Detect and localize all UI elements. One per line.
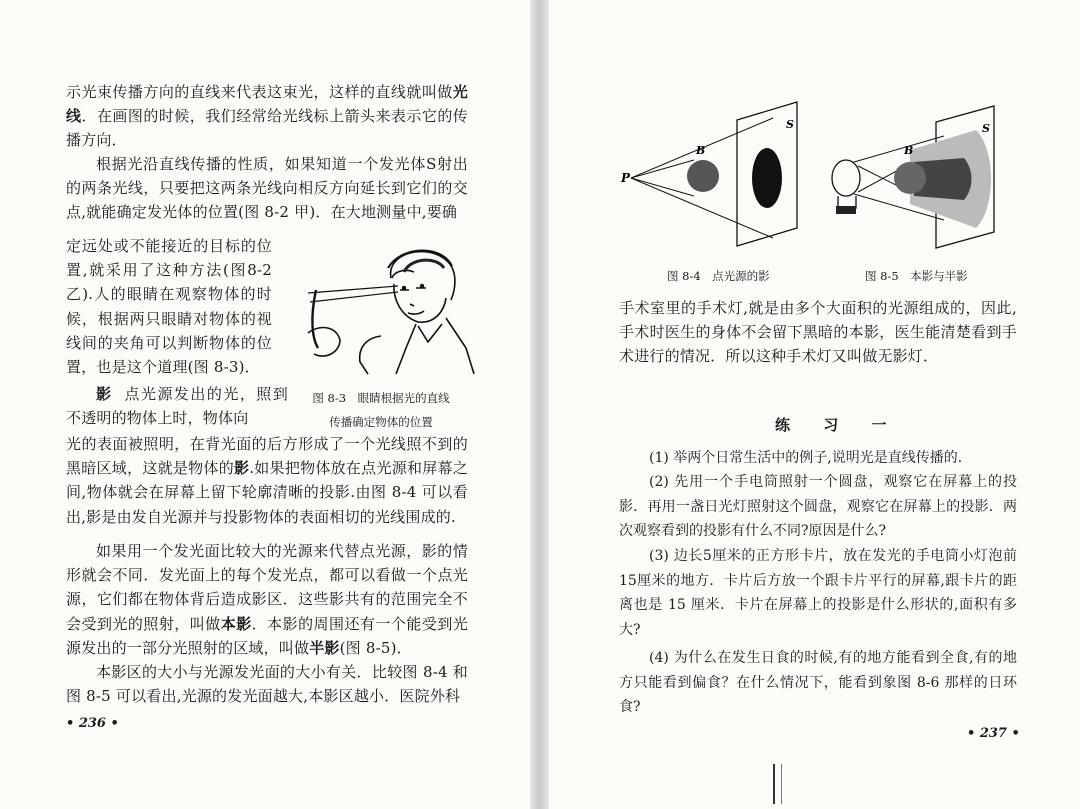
figure-8-5-umbra-penumbra <box>824 100 1024 250</box>
term-shadow: 影 <box>233 459 250 478</box>
label-b-fig4: B <box>696 144 706 157</box>
label-p: P <box>621 171 631 185</box>
exercise-item-2: (2) 先用一个手电筒照射一个圆盘，观察它在屏幕上的投影．再用一盏日光灯照射这个圆盘，观察它在屏幕上的投影．两次观察看到的投影有什么不同?原因是什么? <box>619 474 1017 539</box>
exercise-item-3: (3) 边长5厘米的正方形卡片，放在发光的手电筒小灯泡前 15厘米的地方．卡片后方放一个跟卡片平行的屏幕,跟卡片的距离也是 15 厘米．卡片在屏幕上的投影是什么形状的,面积有多大? <box>619 548 1017 638</box>
page-number-left: • 236 • <box>66 716 119 731</box>
bottom-mark <box>773 764 782 804</box>
figure-8-4-caption: 图 8-4 点光源的影 <box>667 269 770 283</box>
exercise-heading: 练 习 一 <box>775 416 901 434</box>
right-page <box>549 0 1080 809</box>
paragraph-1: 示光束传播方向的直线来代表这束光，这样的直线就叫做光线．在画图的时候，我们经常给光线标上箭头来表示它的传播方向． <box>66 83 468 150</box>
page-number-right: • 237 • <box>967 726 1020 741</box>
book-gutter <box>530 0 549 809</box>
paragraph-3: 光的表面被照明，在背光面的后方形成了一个光线照不到的黑暗区域，这就是物体的影.如果把物体放在点光源和屏幕之间,物体就会在屏幕上留下轮廓清晰的投影.由图 8-4 可以看出,影是由发自光源并与投影物体的表面相切的光线围成的. <box>66 435 468 526</box>
exercise-item-1: (1) 举两个日常生活中的例子,说明光是直线传播的． <box>649 450 972 466</box>
paragraph-4: 如果用一个发光面比较大的光源来代替点光源，影的情形就会不同．发光面上的每个发光点，都可以看做一个点光源，它们都在物体背后造成影区．这些影共有的范围完全不会受到光的照射，叫做本影．本影的周围还有一个能受到光源发出的一部分光照射的区域，叫做半影(图 8-5)． <box>66 542 468 657</box>
term-umbra: 本影 <box>220 614 252 633</box>
term-ray: 光线 <box>66 83 468 126</box>
figure-8-3-caption: 图 8-3 眼睛根据光的直线 传播确定物体的位置 <box>312 391 450 429</box>
paragraph-2-wrap: 定远处或不能接近的目标的位置,就采用了这种方法(图8-2乙).人的眼睛在观察物体的时候，根据两只眼睛对物体的视线间的夹角可以判断物体的位置，也是这个道理(图 8-3)． <box>66 237 272 377</box>
figure-8-5-caption: 图 8-5 本影与半影 <box>865 269 968 283</box>
paragraph-2-top: 根据光沿直线传播的性质，如果知道一个发光体S射出的两条光线，只要把这两条光线向相反方向延长到它们的交点,就能确定发光体的位置(图 8-2 甲)．在大地测量中,要确 <box>66 155 468 222</box>
term-shadow-heading: 影 <box>96 385 113 403</box>
label-s-fig4: S <box>786 118 794 131</box>
eye-illustration <box>296 238 476 378</box>
exercise-item-4: (4) 为什么在发生日食的时候,有的地方能看到全食,有的地方只能看到偏食？在什么情况下，能看到象图 8-6 那样的日环食? <box>619 650 1017 715</box>
paragraph-5: 本影区的大小与光源发光面的大小有关．比较图 8-4 和图 8-5 可以看出,光源的发光面越大,本影区越小．医院外科 <box>66 663 468 706</box>
label-b-fig5: B <box>904 144 914 157</box>
figure-8-4-point-source <box>619 100 849 250</box>
left-page <box>0 0 530 809</box>
paragraph-3-start: 影 点光源发出的光，照到不透明的物体上时，物体向 <box>66 385 288 428</box>
paragraph-surgical-lamp: 手术室里的手术灯,就是由多个大面积的光源组成的，因此,手术时医生的身体不会留下黑暗的本影，医生能清楚看到手术进行的情况．所以这种手术灯又叫做无影灯． <box>619 299 1017 366</box>
term-penumbra: 半影 <box>309 638 340 657</box>
label-s-fig5: S <box>982 122 990 135</box>
